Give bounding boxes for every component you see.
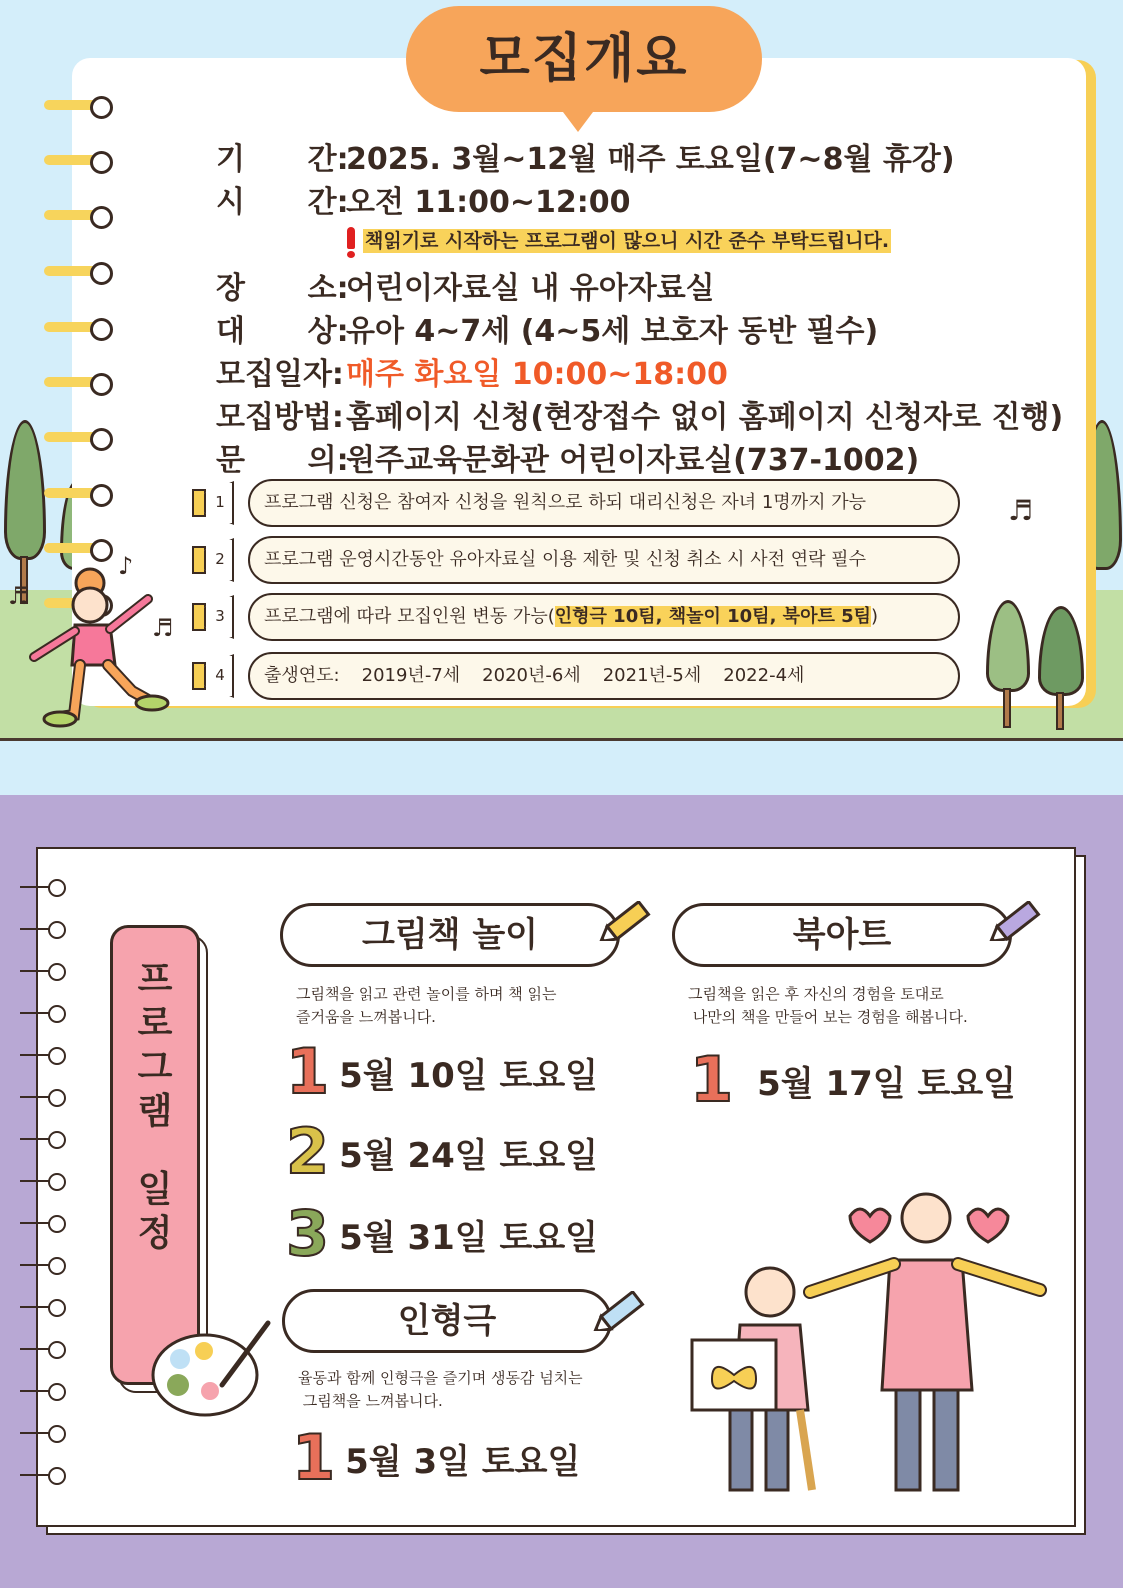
binder-ring xyxy=(20,1383,68,1399)
spiral-ring xyxy=(44,322,110,332)
birth-year: 2021년-5세 xyxy=(602,665,702,686)
info-label: 모집방법: xyxy=(216,400,344,435)
binder-ring xyxy=(20,1341,68,1357)
note-item-1: 프로그램 신청은 참여자 신청을 원칙으로 하되 대리신청은 자녀 1명까지 가능 xyxy=(248,479,960,527)
info-label: 대 상: xyxy=(216,314,349,349)
binder-ring xyxy=(20,1257,68,1273)
info-value: 유아 4~7세 (4~5세 보호자 동반 필수) xyxy=(346,314,879,349)
spiral-ring xyxy=(44,377,110,387)
spiral-ring xyxy=(44,543,110,553)
spiral-ring xyxy=(44,100,110,110)
session-number: 1 xyxy=(690,1043,734,1116)
info-label: 기 간: xyxy=(216,142,349,177)
music-note-icon: ♬ xyxy=(8,582,30,610)
note-highlight: 인형극 10팀, 책놀이 10팀, 북아트 5팀 xyxy=(554,606,872,627)
session-number: 2 xyxy=(286,1115,330,1188)
notice-text: 책읽기로 시작하는 프로그램이 많으니 시간 준수 부탁드립니다. xyxy=(365,230,890,252)
time-notice xyxy=(345,226,891,257)
spiral-ring xyxy=(44,432,110,442)
tab-char: 정 xyxy=(137,1213,173,1254)
description-line: 그림책을 읽고 관련 놀이를 하며 책 읽는 xyxy=(296,985,557,1003)
info-label: 장 소: xyxy=(216,271,349,306)
music-note-icon: ♬ xyxy=(152,614,174,642)
program-description xyxy=(296,983,556,1029)
info-value: 원주교육문화관 어린이자료실(737-1002) xyxy=(346,443,920,478)
info-row-target xyxy=(216,306,878,350)
binder-ring xyxy=(20,1047,68,1063)
note-text: 프로그램에 따라 모집인원 변동 가능( xyxy=(264,606,555,627)
note-text: ) xyxy=(871,606,879,627)
program-date-row xyxy=(690,1045,1016,1115)
tab-char: 로 xyxy=(137,1003,173,1044)
pencil-icon xyxy=(594,901,660,941)
birth-year-label: 출생연도: xyxy=(264,665,340,686)
session-date: 5월 24일 토요일 xyxy=(339,1135,599,1176)
pencil-icon xyxy=(588,1291,654,1331)
tab-char: 램 xyxy=(137,1091,173,1132)
info-label: 시 간: xyxy=(216,185,349,220)
program-date-row xyxy=(286,1117,598,1187)
info-row-time xyxy=(216,177,631,221)
birth-year: 2020년-6세 xyxy=(482,665,581,686)
description-line: 즐거움을 느껴봅니다. xyxy=(296,1008,436,1026)
speaker-icon: 4 xyxy=(192,654,236,698)
speaker-icon: 2 xyxy=(192,538,236,582)
info-row-period xyxy=(216,134,955,178)
binder-ring xyxy=(20,1215,68,1231)
description-line: 율동과 함께 인형극을 즐기며 생동감 넘치는 xyxy=(298,1369,583,1387)
program-description xyxy=(688,983,968,1029)
binder-ring xyxy=(20,1467,68,1483)
recruit-title-badge: 모집개요 xyxy=(406,6,762,112)
binder-ring xyxy=(20,963,68,979)
session-date: 5월 31일 토요일 xyxy=(339,1217,599,1258)
tab-char: 일 xyxy=(137,1169,173,1210)
birth-year: 2019년-7세 xyxy=(361,665,461,686)
binder-ring xyxy=(20,1425,68,1441)
program-description xyxy=(298,1367,583,1413)
tab-char: 프 xyxy=(137,959,173,1000)
info-value: 어린이자료실 내 유아자료실 xyxy=(346,271,715,306)
ground-line xyxy=(0,738,1123,741)
spiral-ring xyxy=(44,155,110,165)
program-date-row xyxy=(286,1199,598,1269)
speaker-icon: 3 xyxy=(192,595,236,639)
description-line: 그림책을 느껴봅니다. xyxy=(298,1392,443,1410)
schedule-section xyxy=(0,795,1123,1588)
program-title-book-art: 북아트 xyxy=(672,903,1012,967)
music-note-icon: ♬ xyxy=(1008,494,1034,527)
session-number: 1 xyxy=(286,1035,330,1108)
info-label: 모집일자: xyxy=(216,357,344,392)
binder-ring xyxy=(20,879,68,895)
info-row-recruit-date xyxy=(216,349,728,393)
spiral-ring xyxy=(44,210,110,220)
binder-ring xyxy=(20,1299,68,1315)
binder-ring xyxy=(20,1131,68,1147)
birth-year: 2022-4세 xyxy=(723,665,805,686)
teacher-and-child-illustration xyxy=(690,1180,1070,1510)
info-row-contact xyxy=(216,435,919,479)
info-value: 오전 11:00~12:00 xyxy=(346,185,631,220)
info-row-method xyxy=(216,392,1063,436)
exclamation-icon xyxy=(345,227,357,257)
session-number: 3 xyxy=(286,1197,330,1270)
music-note-icon: ♪ xyxy=(118,552,134,580)
pencil-icon xyxy=(984,901,1050,941)
tree-right-1 xyxy=(986,600,1030,730)
session-date: 5월 3일 토요일 xyxy=(345,1441,581,1482)
program-title-puppet-show: 인형극 xyxy=(282,1289,612,1353)
program-title-picturebook-play: 그림책 놀이 xyxy=(280,903,620,967)
info-value: 홈페이지 신청(현장접수 없이 홈페이지 신청자로 진행) xyxy=(346,400,1064,435)
note-item-2: 프로그램 운영시간동안 유아자료실 이용 제한 및 신청 취소 시 사전 연락 필수 xyxy=(248,536,960,584)
spiral-ring xyxy=(44,266,110,276)
tab-char: 그 xyxy=(137,1047,173,1088)
tree-right-2 xyxy=(1038,606,1084,730)
binder-ring xyxy=(20,1089,68,1105)
note-item-4 xyxy=(248,652,960,700)
dancing-child-illustration xyxy=(20,565,180,730)
program-date-row xyxy=(292,1423,580,1493)
session-date: 5월 17일 토요일 xyxy=(757,1063,1017,1104)
info-value-highlight: 매주 화요일 10:00~18:00 xyxy=(346,357,728,392)
description-line: 그림책을 읽은 후 자신의 경험을 토대로 xyxy=(688,985,944,1003)
info-row-place xyxy=(216,263,715,307)
program-date-row xyxy=(286,1037,598,1107)
badge-tail xyxy=(560,108,596,132)
binder-ring xyxy=(20,1173,68,1189)
note-item-3 xyxy=(248,593,960,641)
description-line: 나만의 책을 만들어 보는 경험을 해봅니다. xyxy=(688,1008,968,1026)
palette-icon xyxy=(150,1315,280,1425)
spiral-ring xyxy=(44,488,110,498)
session-date: 5월 10일 토요일 xyxy=(339,1055,599,1096)
binder-ring xyxy=(20,921,68,937)
speaker-icon: 1 xyxy=(192,481,236,525)
info-value: 2025. 3월~12월 매주 토요일(7~8월 휴강) xyxy=(346,142,955,177)
binder-ring xyxy=(20,1005,68,1021)
info-label: 문 의: xyxy=(216,443,349,478)
session-number: 1 xyxy=(292,1421,336,1494)
